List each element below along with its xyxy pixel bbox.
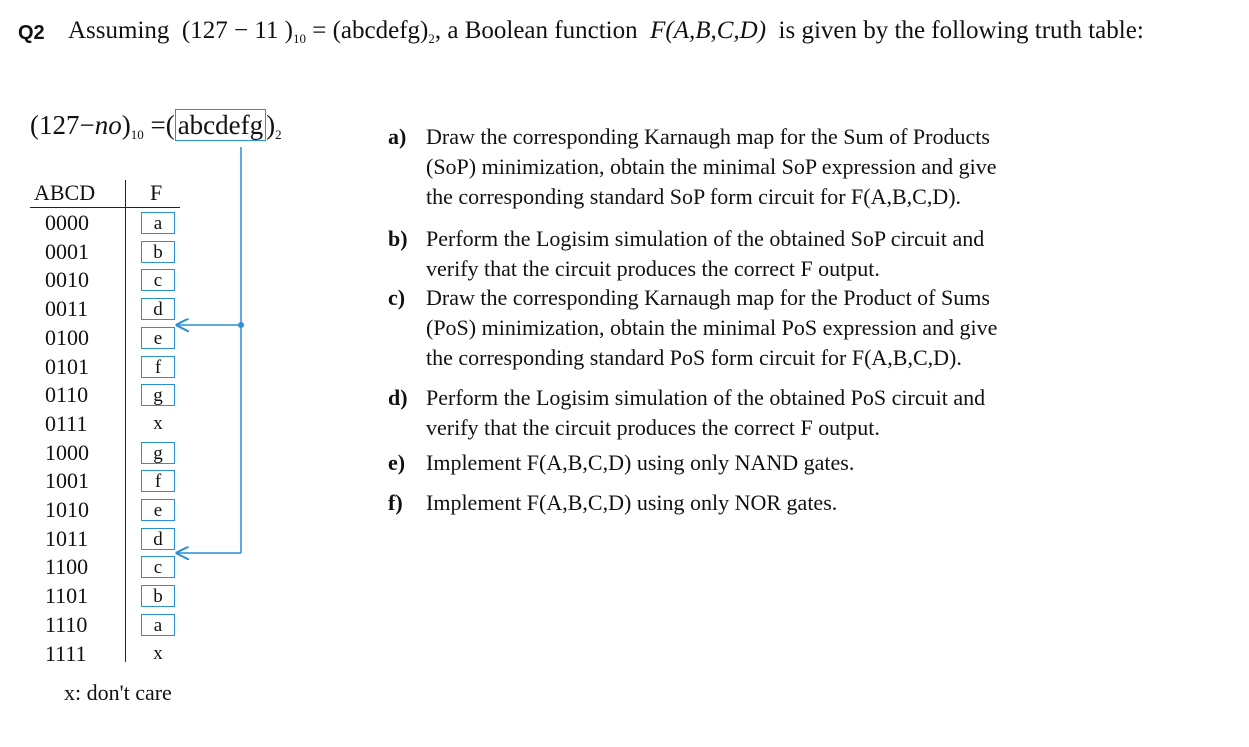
row-f-value: f: [141, 356, 175, 378]
row-abcd-value: 1010: [45, 497, 89, 522]
question-text-line: verify that the circuit produces the correct F output.: [426, 415, 880, 440]
statement-tail: is given by the following truth table:: [778, 17, 1144, 44]
mapping-equation: $(127-no)_{10}$ =( abcdefg )$_2$: [30, 110, 282, 142]
row-abcd-value: 0111: [45, 411, 88, 436]
row-abcd-value: 1001: [45, 468, 89, 493]
statement-function: F(A,B,C,D): [650, 17, 767, 44]
boxed-bits: abcdefg: [175, 109, 266, 141]
row-abcd-value: 1111: [45, 641, 87, 666]
row-f-value: x: [153, 643, 163, 664]
junction-dot: [238, 322, 244, 328]
statement-rest: , a Boolean function: [434, 17, 638, 44]
row-f-value: e: [141, 499, 175, 521]
question-number: Q2: [18, 22, 45, 44]
question-label: b): [388, 226, 408, 251]
question-text-line: the corresponding standard SoP form circuit for F(A,B,C,D).: [426, 184, 962, 209]
row-abcd-value: 0101: [45, 354, 89, 379]
row-f-value: a: [141, 614, 175, 636]
question-text-line: Perform the Logisim simulation of the obtained PoS circuit and: [426, 385, 986, 410]
row-abcd-value: 0011: [45, 296, 89, 321]
row-f-value: g: [141, 384, 175, 406]
question-label: d): [388, 385, 408, 410]
question-text-line: Perform the Logisim simulation of the obtained SoP circuit and: [426, 226, 985, 251]
table-header-f: F: [150, 180, 163, 205]
statement-rhs: = $(abcdefg)_2$: [312, 17, 435, 46]
question-label: e): [388, 450, 406, 475]
row-f-value: f: [141, 470, 175, 492]
row-abcd-value: 0010: [45, 267, 89, 292]
row-abcd-value: 1011: [45, 526, 89, 551]
row-f-value: a: [141, 212, 175, 234]
row-abcd-value: 0001: [45, 239, 89, 264]
row-f-value: b: [141, 241, 175, 263]
row-f-value: c: [141, 269, 175, 291]
question-text-line: Draw the corresponding Karnaugh map for the Sum of Products: [426, 124, 990, 149]
row-f-value: b: [141, 585, 175, 607]
table-header-abcd: ABCD: [34, 180, 96, 205]
row-abcd-value: 1100: [45, 554, 89, 579]
row-abcd-value: 0110: [45, 382, 89, 407]
row-abcd-value: 0100: [45, 325, 89, 350]
row-f-value: d: [141, 298, 175, 320]
question-label: f): [388, 490, 403, 515]
question-text-line: the corresponding standard PoS form circuit for F(A,B,C,D).: [426, 345, 962, 370]
question-text-line: Draw the corresponding Karnaugh map for the Product of Sums: [426, 285, 990, 310]
row-f-value: d: [141, 528, 175, 550]
row-f-value: c: [141, 556, 175, 578]
question-text-line: (PoS) minimization, obtain the minimal PoS expression and give: [426, 315, 998, 340]
row-abcd-value: 1000: [45, 440, 89, 465]
row-abcd-value: 0000: [45, 210, 89, 235]
footnote-dont-care: x: don't care: [64, 680, 172, 705]
row-f-value: e: [141, 327, 175, 349]
question-label: c): [388, 285, 406, 310]
question-text-line: Implement F(A,B,C,D) using only NAND gates.: [426, 450, 855, 475]
statement-assuming: Assuming: [68, 17, 170, 44]
question-text-line: Implement F(A,B,C,D) using only NOR gates.: [426, 490, 838, 515]
question-text-line: verify that the circuit produces the correct F output.: [426, 256, 880, 281]
question-text-line: (SoP) minimization, obtain the minimal SoP expression and give: [426, 154, 997, 179]
row-f-value: x: [153, 413, 163, 434]
row-abcd-value: 1101: [45, 583, 89, 608]
row-f-value: g: [141, 442, 175, 464]
question-label: a): [388, 124, 407, 149]
statement-lhs: (127 − 11 )$_{10}$: [181, 17, 306, 46]
row-abcd-value: 1110: [45, 612, 88, 637]
